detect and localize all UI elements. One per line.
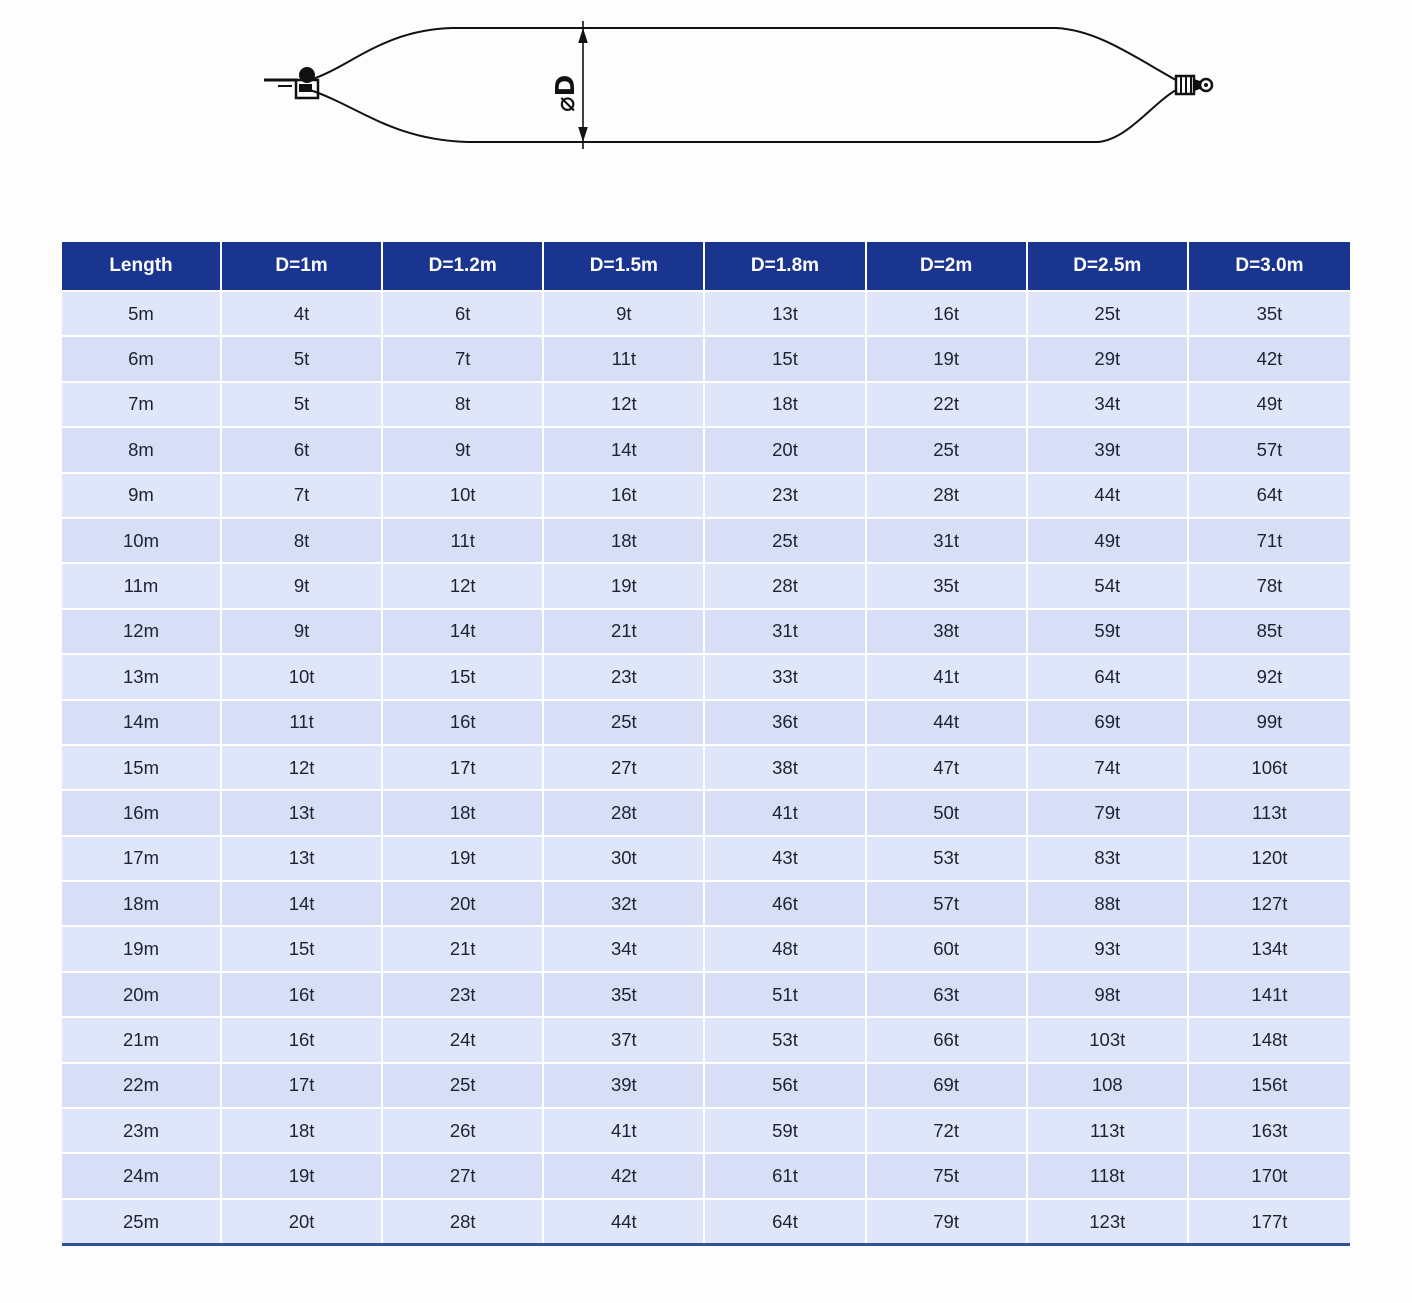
capacity-cell: 18t [222,1107,383,1152]
table-row [62,472,1350,517]
length-cell: 15m [62,744,222,789]
capacity-cell: 23t [383,971,544,1016]
capacity-cell: 56t [705,1062,866,1107]
capacity-cell: 54t [1028,562,1189,607]
length-cell: 18m [62,880,222,925]
table-row [62,653,1350,698]
capacity-cell: 49t [1189,381,1350,426]
capacity-cell: 134t [1189,925,1350,970]
capacity-cell: 28t [383,1198,544,1243]
capacity-cell: 19t [867,335,1028,380]
length-cell: 13m [62,653,222,698]
capacity-cell: 9t [383,426,544,471]
table-row [62,1016,1350,1061]
length-cell: 12m [62,608,222,653]
column-header-diameter: D=1.2m [383,242,544,290]
capacity-cell: 92t [1189,653,1350,698]
capacity-cell: 163t [1189,1107,1350,1152]
dimension-line [551,21,588,149]
capacity-cell: 59t [1028,608,1189,653]
capacity-cell: 20t [383,880,544,925]
table-row [62,789,1350,834]
capacity-cell: 46t [705,880,866,925]
capacity-cell: 42t [544,1152,705,1197]
spec-table [62,242,1350,1246]
capacity-cell: 44t [867,699,1028,744]
capacity-cell: 148t [1189,1016,1350,1061]
length-cell: 14m [62,699,222,744]
table-row [62,1107,1350,1152]
capacity-cell: 41t [544,1107,705,1152]
capacity-cell: 25t [705,517,866,562]
capacity-cell: 93t [1028,925,1189,970]
capacity-cell: 12t [222,744,383,789]
capacity-cell: 64t [1028,653,1189,698]
capacity-cell: 28t [867,472,1028,517]
table-row [62,925,1350,970]
column-header-diameter: D=2m [867,242,1028,290]
capacity-cell: 103t [1028,1016,1189,1061]
capacity-cell: 13t [705,290,866,335]
length-cell: 25m [62,1198,222,1243]
length-cell: 7m [62,381,222,426]
table-row [62,835,1350,880]
capacity-cell: 64t [705,1198,866,1243]
capacity-cell: 61t [705,1152,866,1197]
capacity-cell: 15t [705,335,866,380]
capacity-cell: 30t [544,835,705,880]
capacity-cell: 31t [867,517,1028,562]
capacity-cell: 14t [544,426,705,471]
table-row [62,608,1350,653]
capacity-cell: 25t [867,426,1028,471]
capacity-cell: 23t [544,653,705,698]
capacity-cell: 9t [222,562,383,607]
capacity-cell: 31t [705,608,866,653]
capacity-cell: 57t [867,880,1028,925]
dimension-arrow-bottom-icon [578,127,588,142]
capacity-cell: 38t [705,744,866,789]
column-header-diameter: D=3.0m [1189,242,1350,290]
table-row [62,971,1350,1016]
capacity-cell: 37t [544,1016,705,1061]
table-row [62,335,1350,380]
capacity-cell: 106t [1189,744,1350,789]
capacity-cell: 48t [705,925,866,970]
capacity-cell: 43t [705,835,866,880]
table-row [62,1152,1350,1197]
capacity-cell: 7t [222,472,383,517]
length-cell: 16m [62,789,222,834]
length-cell: 17m [62,835,222,880]
capacity-cell: 8t [222,517,383,562]
table-row [62,381,1350,426]
capacity-cell: 79t [1028,789,1189,834]
capacity-cell: 83t [1028,835,1189,880]
capacity-cell: 24t [383,1016,544,1061]
capacity-cell: 18t [705,381,866,426]
capacity-cell: 141t [1189,971,1350,1016]
column-header-diameter: D=1.5m [544,242,705,290]
length-cell: 6m [62,335,222,380]
capacity-cell: 4t [222,290,383,335]
capacity-cell: 69t [867,1062,1028,1107]
left-valve-icon [264,67,318,98]
capacity-cell: 6t [222,426,383,471]
capacity-cell: 78t [1189,562,1350,607]
length-cell: 10m [62,517,222,562]
table-row [62,426,1350,471]
capacity-cell: 15t [383,653,544,698]
column-header-diameter: D=1m [222,242,383,290]
table-row [62,517,1350,562]
capacity-cell: 53t [867,835,1028,880]
length-cell: 11m [62,562,222,607]
capacity-cell: 74t [1028,744,1189,789]
capacity-cell: 19t [383,835,544,880]
capacity-cell: 9t [544,290,705,335]
capacity-cell: 23t [705,472,866,517]
capacity-cell: 44t [544,1198,705,1243]
capacity-cell: 18t [544,517,705,562]
spec-table-body [62,290,1350,1243]
length-cell: 8m [62,426,222,471]
capacity-cell: 21t [383,925,544,970]
capacity-cell: 25t [383,1062,544,1107]
capacity-cell: 156t [1189,1062,1350,1107]
diameter-label: ⌀D [551,74,581,112]
capacity-cell: 69t [1028,699,1189,744]
capacity-cell: 5t [222,335,383,380]
capacity-cell: 21t [544,608,705,653]
capacity-cell: 113t [1189,789,1350,834]
capacity-cell: 113t [1028,1107,1189,1152]
capacity-cell: 12t [544,381,705,426]
capacity-cell: 64t [1189,472,1350,517]
capacity-cell: 59t [705,1107,866,1152]
capacity-cell: 20t [705,426,866,471]
spec-table-header [62,242,1350,290]
capacity-cell: 71t [1189,517,1350,562]
table-row [62,744,1350,789]
capacity-cell: 6t [383,290,544,335]
capacity-cell: 170t [1189,1152,1350,1197]
capacity-cell: 72t [867,1107,1028,1152]
capacity-cell: 10t [383,472,544,517]
capacity-cell: 35t [1189,290,1350,335]
capacity-cell: 120t [1189,835,1350,880]
capacity-cell: 22t [867,381,1028,426]
capacity-cell: 5t [222,381,383,426]
column-header-length: Length [62,242,222,290]
capacity-cell: 177t [1189,1198,1350,1243]
capacity-cell: 99t [1189,699,1350,744]
capacity-cell: 11t [222,699,383,744]
capacity-cell: 39t [544,1062,705,1107]
length-cell: 22m [62,1062,222,1107]
capacity-cell: 33t [705,653,866,698]
capacity-cell: 34t [544,925,705,970]
capacity-cell: 20t [222,1198,383,1243]
capacity-cell: 39t [1028,426,1189,471]
capacity-cell: 79t [867,1198,1028,1243]
capacity-cell: 15t [222,925,383,970]
table-row [62,1062,1350,1107]
length-cell: 23m [62,1107,222,1152]
table-row [62,699,1350,744]
airbag-outline-top [310,28,1176,80]
capacity-cell: 18t [383,789,544,834]
length-cell: 21m [62,1016,222,1061]
length-cell: 5m [62,290,222,335]
capacity-cell: 25t [1028,290,1189,335]
capacity-cell: 57t [1189,426,1350,471]
capacity-cell: 127t [1189,880,1350,925]
capacity-cell: 118t [1028,1152,1189,1197]
capacity-cell: 17t [222,1062,383,1107]
capacity-cell: 41t [705,789,866,834]
capacity-cell: 16t [222,1016,383,1061]
capacity-cell: 16t [867,290,1028,335]
capacity-cell: 35t [867,562,1028,607]
capacity-cell: 42t [1189,335,1350,380]
capacity-cell: 75t [867,1152,1028,1197]
capacity-cell: 98t [1028,971,1189,1016]
capacity-cell: 63t [867,971,1028,1016]
capacity-cell: 14t [383,608,544,653]
capacity-cell: 41t [867,653,1028,698]
capacity-cell: 9t [222,608,383,653]
capacity-cell: 85t [1189,608,1350,653]
capacity-cell: 108 [1028,1062,1189,1107]
capacity-cell: 19t [222,1152,383,1197]
capacity-cell: 47t [867,744,1028,789]
capacity-cell: 36t [705,699,866,744]
capacity-cell: 123t [1028,1198,1189,1243]
capacity-cell: 26t [383,1107,544,1152]
capacity-cell: 16t [222,971,383,1016]
capacity-cell: 11t [544,335,705,380]
capacity-cell: 88t [1028,880,1189,925]
capacity-cell: 11t [383,517,544,562]
capacity-cell: 7t [383,335,544,380]
capacity-cell: 44t [1028,472,1189,517]
airbag-outline-bottom [310,90,1176,142]
table-row [62,1198,1350,1243]
column-header-diameter: D=1.8m [705,242,866,290]
length-cell: 24m [62,1152,222,1197]
capacity-cell: 50t [867,789,1028,834]
capacity-cell: 25t [544,699,705,744]
capacity-cell: 38t [867,608,1028,653]
column-header-diameter: D=2.5m [1028,242,1189,290]
capacity-cell: 8t [383,381,544,426]
capacity-cell: 10t [222,653,383,698]
capacity-cell: 16t [544,472,705,517]
capacity-cell: 66t [867,1016,1028,1061]
capacity-cell: 35t [544,971,705,1016]
capacity-cell: 13t [222,789,383,834]
capacity-cell: 19t [544,562,705,607]
dimension-arrow-top-icon [578,28,588,43]
capacity-cell: 49t [1028,517,1189,562]
capacity-cell: 29t [1028,335,1189,380]
capacity-cell: 32t [544,880,705,925]
capacity-cell: 28t [544,789,705,834]
table-row [62,880,1350,925]
capacity-cell: 13t [222,835,383,880]
right-end-fitting-icon [1176,76,1212,94]
capacity-cell: 14t [222,880,383,925]
capacity-cell: 60t [867,925,1028,970]
capacity-cell: 53t [705,1016,866,1061]
length-cell: 19m [62,925,222,970]
capacity-cell: 17t [383,744,544,789]
length-cell: 20m [62,971,222,1016]
capacity-cell: 12t [383,562,544,607]
capacity-cell: 34t [1028,381,1189,426]
length-cell: 9m [62,472,222,517]
table-row [62,290,1350,335]
header-row [62,242,1350,290]
table-row [62,562,1350,607]
capacity-cell: 16t [383,699,544,744]
capacity-cell: 27t [544,744,705,789]
capacity-cell: 51t [705,971,866,1016]
capacity-cell: 28t [705,562,866,607]
airbag-diagram [0,0,1412,242]
airbag-diagram-svg [0,0,1412,242]
capacity-cell: 27t [383,1152,544,1197]
